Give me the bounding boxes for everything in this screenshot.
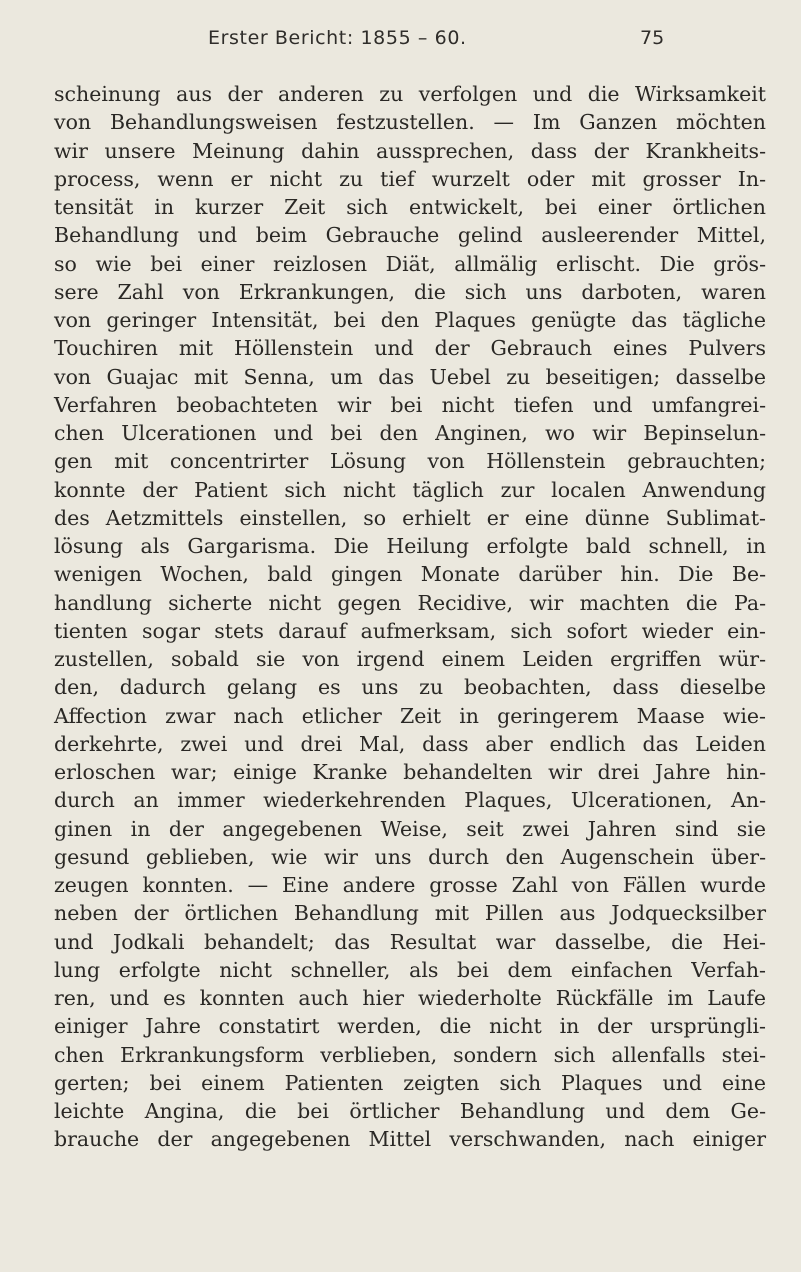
text-line: und Jodkali behandelt; das Resultat war dasselbe, die Hei- [54, 929, 766, 954]
body-text [54, 80, 766, 1154]
text-line: lösung als Gargarisma. Die Heilung erfolgte bald schnell, in [54, 534, 766, 558]
text-line: wir unsere Meinung dahin aussprechen, dass der Krankheits- [54, 138, 766, 163]
text-line: tienten sogar stets darauf aufmerksam, sich sofort wieder ein- [54, 618, 766, 643]
text-line: den, dadurch gelang es uns zu beobachten, dass dieselbe [54, 675, 766, 700]
text-line: tensität in kurzer Zeit sich entwickelt, bei einer örtlichen [54, 195, 766, 219]
text-line: Touchiren mit Höllenstein und der Gebrauch eines Pulvers [54, 336, 766, 361]
text-line: Behandlung und beim Gebrauche gelind ausleerender Mittel, [54, 223, 766, 248]
text-line: einiger Jahre constatirt werden, die nicht in der ursprüngli- [54, 1014, 766, 1039]
text-line: erloschen war; einige Kranke behandelten wir drei Jahre hin- [54, 760, 766, 784]
text-line: ren, und es konnten auch hier wiederholte Rückfälle im Laufe [54, 986, 766, 1010]
text-line: brauche der angegebenen Mittel verschwanden, nach einiger [54, 1127, 766, 1152]
text-line: derkehrte, zwei und drei Mal, dass aber endlich das Leiden [54, 731, 766, 756]
text-line: wenigen Wochen, bald gingen Monate darüber hin. Die Be- [54, 562, 766, 587]
text-line: handlung sicherte nicht gegen Recidive, wir machten die Pa- [54, 590, 766, 615]
text-line: process, wenn er nicht zu tief wurzelt oder mit grosser In- [54, 166, 766, 191]
text-line: gen mit concentrirter Lösung von Höllenstein gebrauchten; [54, 449, 766, 474]
running-head: Erster Bericht: 1855 – 60. [208, 27, 467, 49]
text-line: so wie bei einer reizlosen Diät, allmälig erlischt. Die grös- [54, 251, 766, 276]
text-line: chen Erkrankungsform verblieben, sondern sich allenfalls stei- [54, 1042, 766, 1067]
text-line: chen Ulcerationen und bei den Anginen, wo wir Bepinselun- [54, 421, 766, 445]
text-line: durch an immer wiederkehrenden Plaques, Ulcerationen, An- [54, 788, 766, 813]
text-line: zustellen, sobald sie von irgend einem Leiden ergriffen wür- [54, 647, 766, 671]
text-line: gerten; bei einem Patienten zeigten sich Plaques und eine [54, 1070, 766, 1095]
page-number: 75 [640, 27, 665, 49]
page-header [0, 27, 801, 55]
text-line: konnte der Patient sich nicht täglich zur localen Anwendung [54, 477, 766, 502]
text-line: scheinung aus der anderen zu verfolgen und die Wirksamkeit [54, 82, 766, 106]
text-line: von Behandlungsweisen festzustellen. — Im Ganzen möchten [54, 110, 766, 135]
text-line: leichte Angina, die bei örtlicher Behandlung und dem Ge- [54, 1099, 766, 1123]
text-line: Affection zwar nach etlicher Zeit in geringerem Maase wie- [54, 703, 766, 728]
text-line: sere Zahl von Erkrankungen, die sich uns darboten, waren [54, 279, 766, 304]
text-line: lung erfolgte nicht schneller, als bei dem einfachen Verfah- [54, 957, 766, 982]
text-line: von Guajac mit Senna, um das Uebel zu beseitigen; dasselbe [54, 364, 766, 389]
text-line: Verfahren beobachteten wir bei nicht tiefen und umfangrei- [54, 392, 766, 417]
text-line: von geringer Intensität, bei den Plaques genügte das tägliche [54, 308, 766, 332]
text-line: gesund geblieben, wie wir uns durch den Augenschein über- [54, 844, 766, 869]
text-line: des Aetzmittels einstellen, so erhielt er eine dünne Sublimat- [54, 505, 766, 530]
text-line: ginen in der angegebenen Weise, seit zwei Jahren sind sie [54, 816, 766, 841]
text-line: zeugen konnten. — Eine andere grosse Zahl von Fällen wurde [54, 873, 766, 897]
text-line: neben der örtlichen Behandlung mit Pillen aus Jodquecksilber [54, 901, 766, 926]
